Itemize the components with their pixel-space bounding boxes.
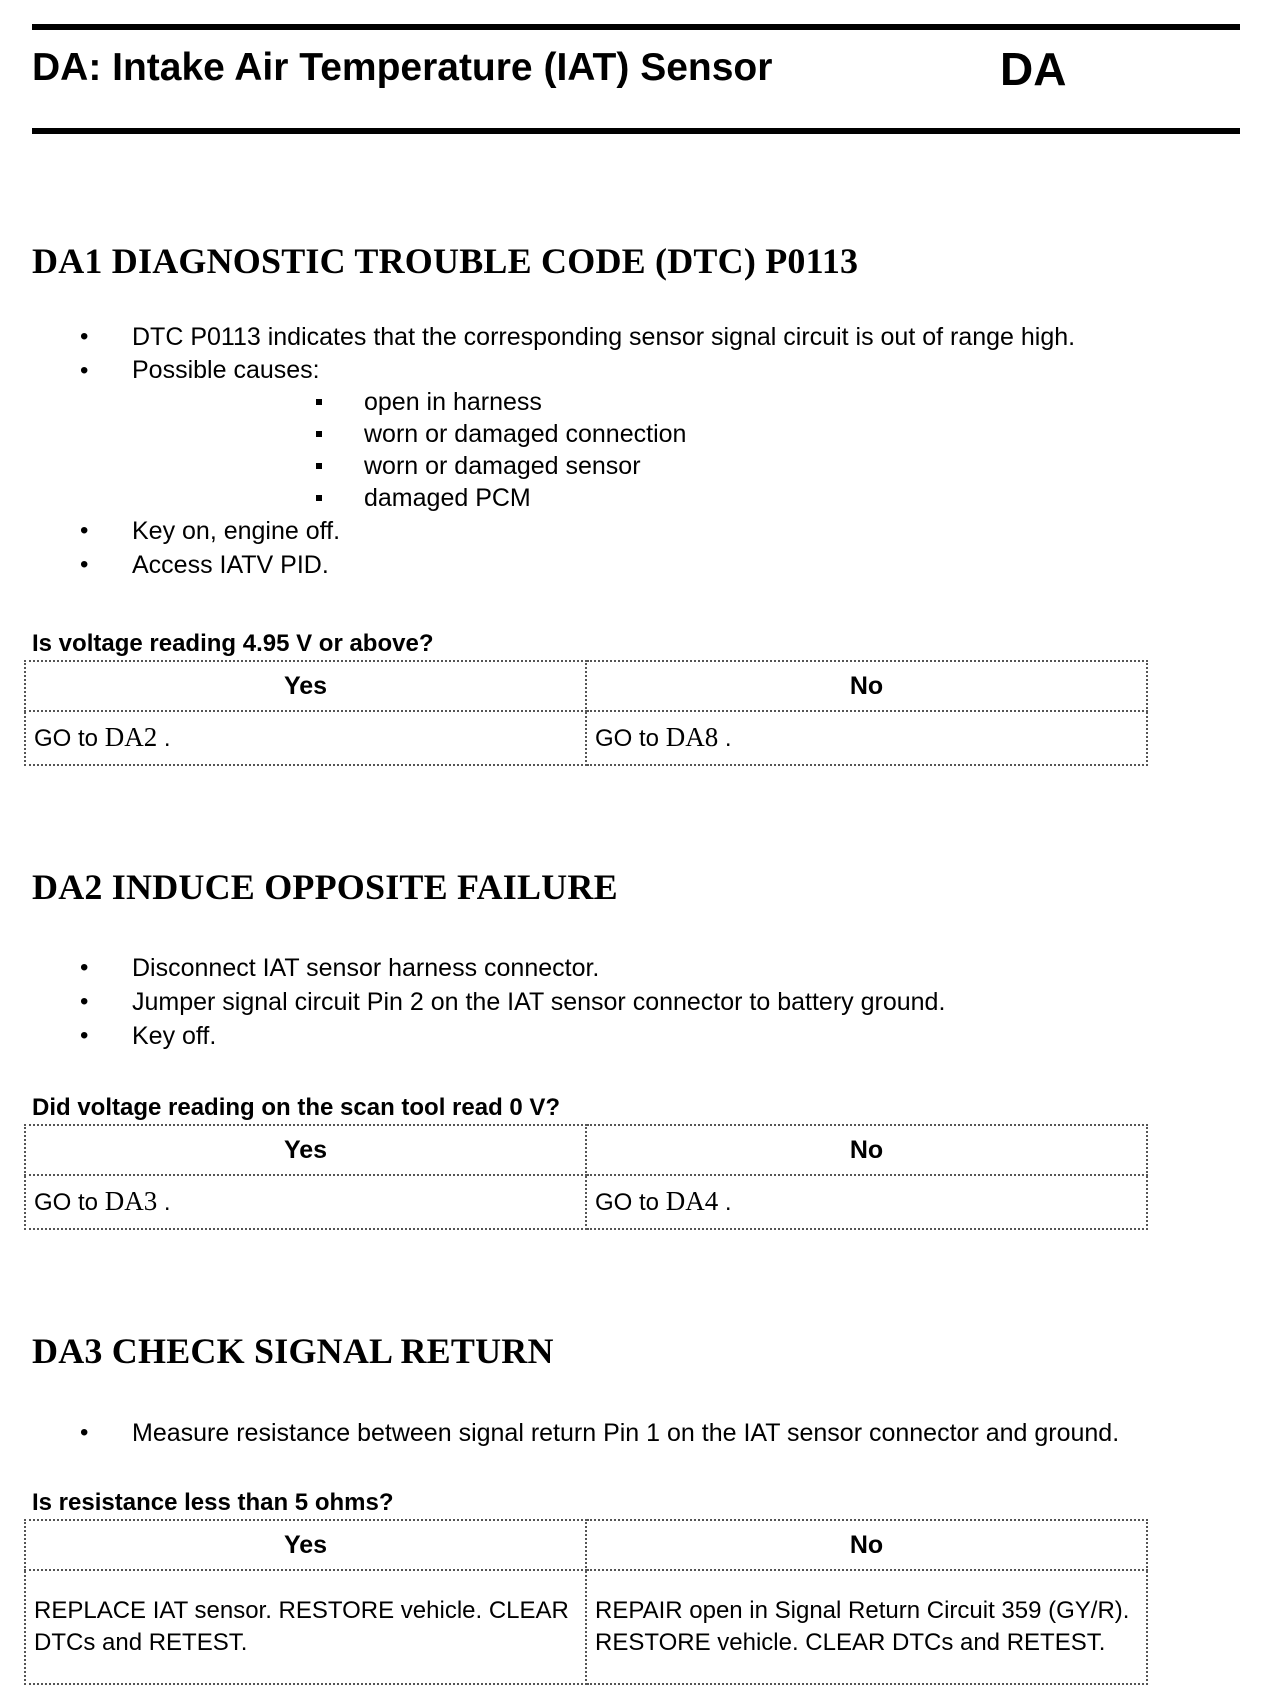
yes-cell: REPLACE IAT sensor. RESTORE vehicle. CLEAR DTCs and RETEST.	[25, 1570, 586, 1684]
no-header: No	[586, 1125, 1147, 1175]
yes-period: .	[163, 725, 171, 752]
cause-item: open in harness	[132, 386, 1075, 418]
list-item	[0, 354, 1075, 514]
no-link[interactable]: DA4	[665, 1186, 719, 1216]
cause-item: damaged PCM	[132, 482, 1075, 514]
no-go-to-text: GO to	[595, 1189, 660, 1216]
possible-causes-label: • Possible causes:	[132, 356, 320, 384]
no-cell	[586, 1175, 1147, 1229]
list-item: • Measure resistance between signal return Pin 1 on the IAT sensor connector and ground.	[0, 1416, 1119, 1450]
step-da1-instructions	[0, 320, 1075, 582]
page-title: DA: Intake Air Temperature (IAT) Sensor	[32, 46, 773, 89]
list-item: • Access IATV PID.	[0, 548, 1075, 582]
list-item: • Jumper signal circuit Pin 2 on the IAT sensor connector to battery ground.	[0, 985, 945, 1019]
step-da3-question: Is resistance less than 5 ohms?	[32, 1489, 394, 1516]
section-code: DA	[1000, 43, 1067, 95]
no-go-to-text: GO to	[595, 725, 660, 752]
yes-period: .	[163, 1189, 171, 1216]
list-item: • Key on, engine off.	[0, 514, 1075, 548]
no-header: No	[586, 661, 1147, 711]
yes-cell	[25, 1175, 586, 1229]
step-da2-decision-table	[24, 1124, 1148, 1230]
step-da2-title: DA2 INDUCE OPPOSITE FAILURE	[32, 867, 618, 907]
possible-causes-list	[132, 386, 1075, 514]
step-da1-question: Is voltage reading 4.95 V or above?	[32, 630, 434, 657]
step-da2-question: Did voltage reading on the scan tool read 0 V?	[32, 1094, 561, 1121]
no-cell: REPAIR open in Signal Return Circuit 359 (GY/R). RESTORE vehicle. CLEAR DTCs and RETEST.	[586, 1570, 1147, 1684]
no-header: No	[586, 1520, 1147, 1570]
list-item: • Disconnect IAT sensor harness connector.	[0, 951, 945, 985]
no-period: .	[724, 725, 732, 752]
list-item: • DTC P0113 indicates that the corresponding sensor signal circuit is out of range high.	[0, 320, 1075, 354]
cause-item: worn or damaged connection	[132, 418, 1075, 450]
yes-cell	[25, 711, 586, 765]
no-cell	[586, 711, 1147, 765]
yes-go-to-text: GO to	[34, 725, 99, 752]
no-period: .	[724, 1189, 732, 1216]
yes-header: Yes	[25, 661, 586, 711]
header-bottom-rule	[32, 128, 1240, 134]
yes-header: Yes	[25, 1520, 586, 1570]
step-da3-decision-table	[24, 1519, 1148, 1685]
step-da3-instructions	[0, 1416, 1119, 1450]
yes-header: Yes	[25, 1125, 586, 1175]
list-item: • Key off.	[0, 1019, 945, 1053]
cause-item: worn or damaged sensor	[132, 450, 1075, 482]
yes-link[interactable]: DA2	[104, 722, 158, 752]
step-da1-title: DA1 DIAGNOSTIC TROUBLE CODE (DTC) P0113	[32, 241, 859, 281]
step-da3-title: DA3 CHECK SIGNAL RETURN	[32, 1331, 554, 1371]
header-top-rule	[32, 24, 1240, 30]
step-da1-decision-table	[24, 660, 1148, 766]
no-link[interactable]: DA8	[665, 722, 719, 752]
step-da2-instructions	[0, 951, 945, 1053]
yes-go-to-text: GO to	[34, 1189, 99, 1216]
yes-link[interactable]: DA3	[104, 1186, 158, 1216]
